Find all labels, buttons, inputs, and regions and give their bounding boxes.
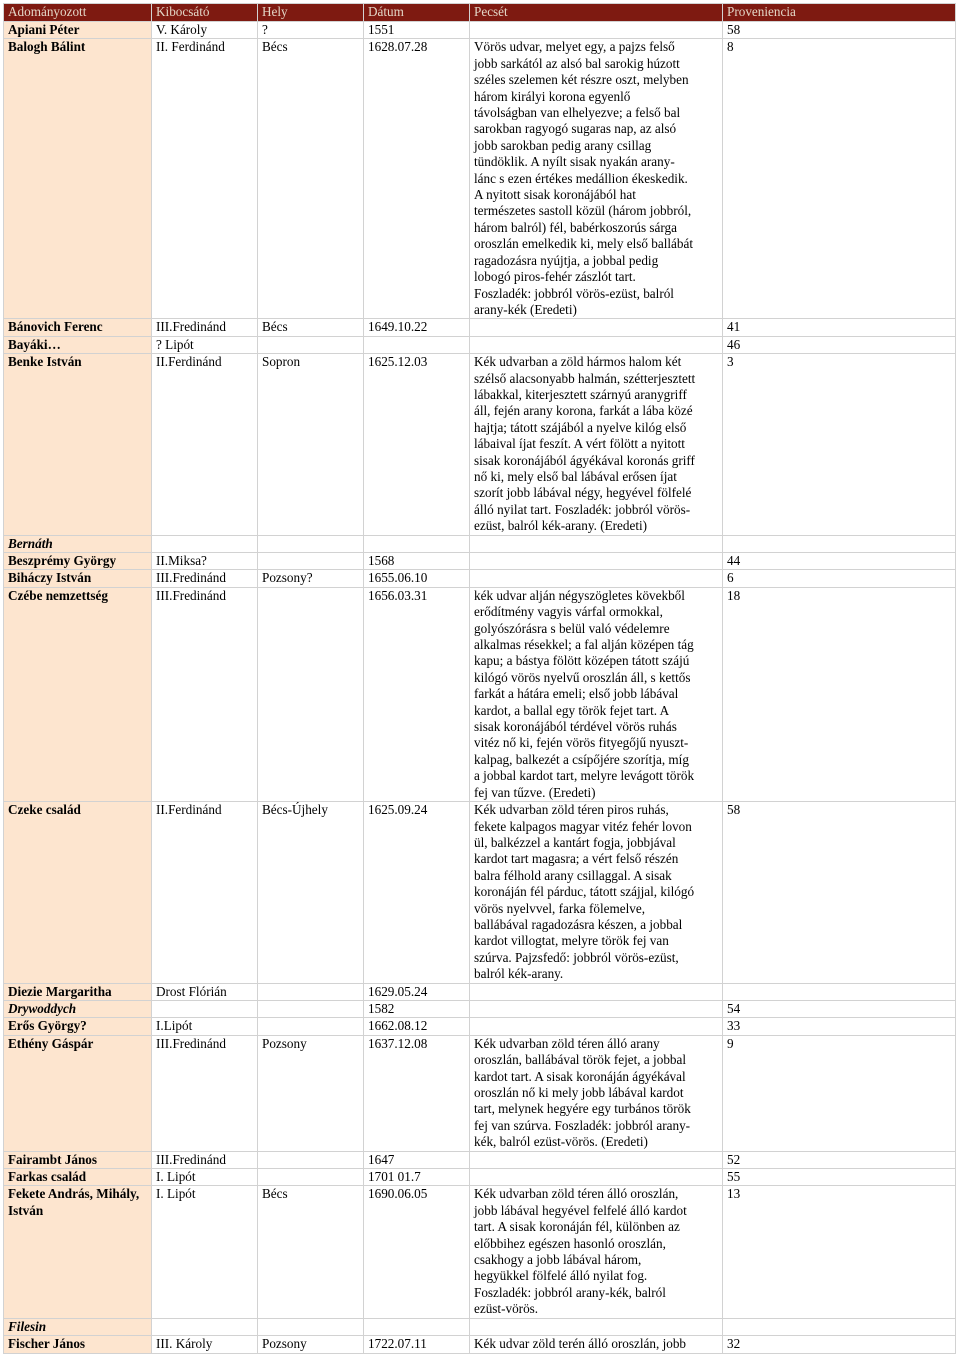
document-page xyxy=(3,3,955,1354)
seal-description-cell xyxy=(470,802,723,983)
seal-description-line: koronáján fél párduc, tátott szájjal, kilógó xyxy=(474,884,695,900)
seal-description-cell xyxy=(470,319,723,336)
seal-description-line: fej van tűzve. (Eredeti) xyxy=(474,784,596,800)
seal-description-line: kalpag, balkezét a csípőjére szorítja, míg xyxy=(474,751,689,767)
seal-description-line: szorít jobb lábával négy, hegyével fölfelé xyxy=(474,485,692,501)
seal-description-line: vörös nyelvvel, farka fölemelve, xyxy=(474,900,646,916)
seal-description-cell xyxy=(470,1151,723,1168)
table-row xyxy=(4,336,956,353)
header-hely: Hely xyxy=(258,4,364,22)
seal-description-line: természetes sastoll közül (három jobbról, xyxy=(474,203,692,219)
table-row xyxy=(4,319,956,336)
issuer-cell: III.Fredinánd xyxy=(152,570,258,587)
issuer-cell: II.Ferdinánd xyxy=(152,802,258,983)
table-row xyxy=(4,1336,956,1353)
table-row xyxy=(4,1035,956,1151)
date-cell: 1722.07.11 xyxy=(364,1336,470,1353)
date-cell: 1690.06.05 xyxy=(364,1186,470,1318)
date-cell: 1551 xyxy=(364,22,470,39)
header-row xyxy=(4,4,956,22)
provenance-cell xyxy=(723,983,956,1000)
place-cell xyxy=(258,983,364,1000)
issuer-cell: I. Lipót xyxy=(152,1186,258,1318)
seal-description-line: oroszlán nő ki mely jobb lábával kardot xyxy=(474,1085,684,1100)
seal-description-line: Foszladék: jobbról arany-kék, balról xyxy=(474,1284,666,1300)
issuer-cell: II.Miksa? xyxy=(152,553,258,570)
seal-description-line: jobb lábával hegyével felfelé álló kardot xyxy=(474,1202,687,1218)
place-cell xyxy=(258,1000,364,1017)
seal-description-line: alkalmas résekkel; a fal alján középen tág xyxy=(474,637,694,653)
table-row xyxy=(4,1186,956,1318)
seal-description-line: Kék udvarban zöld téren álló arany xyxy=(474,1035,660,1051)
seal-description-line: tündöklik. A nyílt sisak nyakán arany- xyxy=(474,154,675,170)
seal-description-line: Kék udvarban zöld téren álló oroszlán, xyxy=(474,1186,679,1202)
table-row xyxy=(4,354,956,535)
place-cell: Bécs xyxy=(258,1186,364,1318)
date-cell: 1662.08.12 xyxy=(364,1018,470,1035)
seal-description-line: oroszlán, ballábával török fejet, a jobbal xyxy=(474,1052,687,1068)
provenance-cell: 6 xyxy=(723,570,956,587)
place-cell: Bécs-Újhely xyxy=(258,802,364,983)
table-row xyxy=(4,1151,956,1168)
table-row xyxy=(4,1318,956,1335)
issuer-cell: III.Fredinánd xyxy=(152,1035,258,1151)
seal-description-line: ballábával ragadozásra készen, a jobbal xyxy=(474,916,683,932)
table-row xyxy=(4,570,956,587)
table-body xyxy=(4,22,956,1354)
seal-description-line: tart. A sisak koronáján fél, különben az xyxy=(474,1219,680,1235)
provenance-cell xyxy=(723,1318,956,1335)
issuer-cell: II. Ferdinánd xyxy=(152,39,258,319)
place-cell xyxy=(258,336,364,353)
provenance-cell: 41 xyxy=(723,319,956,336)
seal-description-cell xyxy=(470,1035,723,1151)
seal-description-cell xyxy=(470,587,723,801)
seal-description-line: ül, balkézzel a kantárt fogja, jobbjával xyxy=(474,834,676,850)
provenance-cell: 52 xyxy=(723,1151,956,1168)
date-cell: 1628.07.28 xyxy=(364,39,470,319)
seal-description-line: ragadozásra nyújtja, a jobbal pedig xyxy=(474,252,659,268)
date-cell: 1625.09.24 xyxy=(364,802,470,983)
seal-description-line: fej van szúrva. Foszladék: jobbról arany- xyxy=(474,1117,691,1133)
table-row xyxy=(4,1000,956,1017)
donee-cell: Fekete András, Mihály, István xyxy=(4,1186,152,1318)
place-cell: Sopron xyxy=(258,354,364,535)
seal-description-line: Kék udvarban zöld téren piros ruhás, xyxy=(474,802,669,818)
provenance-cell xyxy=(723,535,956,552)
table-row xyxy=(4,802,956,983)
table-row xyxy=(4,535,956,552)
seal-description-cell xyxy=(470,1318,723,1335)
donee-cell: Drywoddych xyxy=(4,1000,152,1017)
seal-description-line: kapu; a bástya fölött középen tátott szájú xyxy=(474,653,690,669)
table-row xyxy=(4,553,956,570)
seal-description-line: kék udvar alján négyszögletes kövekből xyxy=(474,587,685,603)
seal-description-cell xyxy=(470,553,723,570)
seal-description-cell xyxy=(470,983,723,1000)
seal-description-line: három balról) fél, babérkoszorús sárga xyxy=(474,219,677,235)
place-cell: Pozsony xyxy=(258,1336,364,1353)
table-row xyxy=(4,1018,956,1035)
provenance-cell: 3 xyxy=(723,354,956,535)
issuer-cell: ? Lipót xyxy=(152,336,258,353)
place-cell xyxy=(258,1151,364,1168)
header-datum: Dátum xyxy=(364,4,470,22)
seal-description-line: szúrva. Pajzsfedő: jobbról vörös-ezüst, xyxy=(474,949,679,965)
donee-cell: Bayáki… xyxy=(4,336,152,353)
seal-description-line: erődítmény vagyis várfal ormokkal, xyxy=(474,604,663,620)
seal-description-line: álló nyilat tart. Foszladék: jobbról vörös- xyxy=(474,501,691,517)
date-cell: 1701 01.7 xyxy=(364,1169,470,1186)
place-cell: Bécs xyxy=(258,319,364,336)
issuer-cell xyxy=(152,535,258,552)
issuer-cell xyxy=(152,1000,258,1017)
date-cell: 1568 xyxy=(364,553,470,570)
seal-description-line: Kék udvarban a zöld hármos halom két xyxy=(474,354,682,370)
provenance-cell: 46 xyxy=(723,336,956,353)
date-cell: 1656.03.31 xyxy=(364,587,470,801)
seal-description-line: balra félhold arany csillaggal. A sisak xyxy=(474,867,672,883)
provenance-cell: 58 xyxy=(723,802,956,983)
seal-description-line: kardot tart. A sisak koronáján ágyékával xyxy=(474,1068,686,1084)
seal-description-line: A nyitott sisak koronájából hat xyxy=(474,187,636,203)
seal-description-line: a jobbal kardot tart, melyre levágott török xyxy=(474,768,695,784)
place-cell: ? xyxy=(258,22,364,39)
donee-cell: Benke István xyxy=(4,354,152,535)
donee-cell: Fischer János xyxy=(4,1336,152,1353)
seal-description-cell xyxy=(470,22,723,39)
seal-description-line: sarokban ragyogó sugaras nap, az alsó xyxy=(474,121,677,137)
date-cell: 1582 xyxy=(364,1000,470,1017)
seal-description-line: előbbihez egészen hasonló oroszlán, xyxy=(474,1235,666,1251)
table-row xyxy=(4,39,956,319)
date-cell xyxy=(364,1318,470,1335)
donee-cell: Bernáth xyxy=(4,535,152,552)
place-cell xyxy=(258,535,364,552)
provenance-cell: 18 xyxy=(723,587,956,801)
seal-description-cell xyxy=(470,1169,723,1186)
seal-description-line: csakhogy a jobb lábával három, xyxy=(474,1252,642,1268)
table-row xyxy=(4,983,956,1000)
seal-description-line: arany-kék (Eredeti) xyxy=(474,301,577,317)
seal-description-line: fekete kalpagos magyar vitéz fehér lovon xyxy=(474,818,692,834)
donee-cell: Beszprémy György xyxy=(4,553,152,570)
issuer-cell: I.Lipót xyxy=(152,1018,258,1035)
seal-description-line: Kék udvar zöld terén álló oroszlán, jobb xyxy=(474,1336,687,1352)
seal-description-cell xyxy=(470,1186,723,1318)
issuer-cell: III.Fredinánd xyxy=(152,587,258,801)
seal-description-line: sisak koronájából ágyékával koronás griff xyxy=(474,452,695,468)
date-cell xyxy=(364,336,470,353)
seal-description-line: kardot, a ballal egy török fejet tart. A xyxy=(474,702,670,718)
seal-description-cell xyxy=(470,1336,723,1353)
provenance-cell: 58 xyxy=(723,22,956,39)
donee-cell: Fairambt János xyxy=(4,1151,152,1168)
donee-cell: Filesin xyxy=(4,1318,152,1335)
provenance-cell: 9 xyxy=(723,1035,956,1151)
header-adomanyozott: Adományozott xyxy=(4,4,152,22)
seal-description-line: jobb sarkától az alsó bal sarokig húzott xyxy=(474,55,680,71)
seal-description-cell xyxy=(470,535,723,552)
provenance-cell: 32 xyxy=(723,1336,956,1353)
seal-description-line: golyószórásra s belül való védelemre xyxy=(474,620,670,636)
seal-description-line: kilógó vörös nyelvű oroszlán áll, s kettős xyxy=(474,669,691,685)
donee-cell: Diezie Margaritha xyxy=(4,983,152,1000)
seal-description-line: jobb sarokban pedig arany csillag xyxy=(474,137,652,153)
provenance-cell: 8 xyxy=(723,39,956,319)
provenance-cell: 54 xyxy=(723,1000,956,1017)
seal-description-cell xyxy=(470,336,723,353)
seal-description-cell xyxy=(470,39,723,319)
provenance-cell: 33 xyxy=(723,1018,956,1035)
seal-description-line: kardot villogtat, melyre török fej van xyxy=(474,933,669,949)
seal-description-line: ezüst, balról kék-arany. (Eredeti) xyxy=(474,518,648,534)
place-cell: Bécs xyxy=(258,39,364,319)
place-cell xyxy=(258,1318,364,1335)
provenance-cell: 13 xyxy=(723,1186,956,1318)
donee-cell: Balogh Bálint xyxy=(4,39,152,319)
seal-description-line: három királyi korona egyenlő xyxy=(474,88,631,104)
seal-description-line: balról kék-arany. xyxy=(474,966,564,982)
donee-cell: Bánovich Ferenc xyxy=(4,319,152,336)
provenance-cell: 55 xyxy=(723,1169,956,1186)
date-cell xyxy=(364,535,470,552)
date-cell: 1647 xyxy=(364,1151,470,1168)
seal-description-line: vitéz nő ki, fején vörös fityegőjű nyuszt- xyxy=(474,735,689,751)
date-cell: 1637.12.08 xyxy=(364,1035,470,1151)
seal-description-line: Vörös udvar, melyet egy, a pajzs felső xyxy=(474,39,675,55)
seal-description-line: kardot tart magasra; a vért felső részén xyxy=(474,851,679,867)
donee-cell: Czeke család xyxy=(4,802,152,983)
seal-description-cell xyxy=(470,354,723,535)
place-cell xyxy=(258,587,364,801)
issuer-cell: II.Ferdinánd xyxy=(152,354,258,535)
header-pecset: Pecsét xyxy=(470,4,723,22)
table-row xyxy=(4,22,956,39)
seal-description-line: lobogó piros-fehér zászlót tart. xyxy=(474,269,636,285)
donee-cell: Farkas család xyxy=(4,1169,152,1186)
seal-description-cell xyxy=(470,1018,723,1035)
seal-description-line: kék, balról ezüst-vörös. (Eredeti) xyxy=(474,1134,648,1150)
header-proveniencia: Proveniencia xyxy=(723,4,956,22)
date-cell: 1625.12.03 xyxy=(364,354,470,535)
seal-description-line: szélső alacsonyabb halmán, szétterjesztett xyxy=(474,370,696,386)
provenance-cell: 44 xyxy=(723,553,956,570)
seal-description-line: széles szelemen két részre oszt, melyben xyxy=(474,72,689,88)
place-cell xyxy=(258,553,364,570)
seal-description-line: tart, melynek hegyére egy turbános török xyxy=(474,1101,691,1117)
place-cell xyxy=(258,1018,364,1035)
donee-cell: Biháczy István xyxy=(4,570,152,587)
issuer-cell xyxy=(152,1318,258,1335)
seal-description-line: hajtja; tátott szájából a nyelve kilóg első xyxy=(474,419,687,435)
donee-cell: Erős György? xyxy=(4,1018,152,1035)
seal-description-line: oroszlán emelkedik ki, mely első ballábát xyxy=(474,236,693,252)
seal-description-cell xyxy=(470,1000,723,1017)
seal-description-line: Foszladék: jobbról vörös-ezüst, balról xyxy=(474,285,674,301)
seal-description-cell xyxy=(470,570,723,587)
seal-description-line: ezüst-vörös. xyxy=(474,1301,539,1317)
issuer-cell: III.Fredinánd xyxy=(152,1151,258,1168)
heraldry-table xyxy=(3,3,956,1354)
place-cell: Pozsony? xyxy=(258,570,364,587)
issuer-cell: III.Fredinánd xyxy=(152,319,258,336)
date-cell: 1649.10.22 xyxy=(364,319,470,336)
issuer-cell: Drost Flórián xyxy=(152,983,258,1000)
donee-cell: Apiani Péter xyxy=(4,22,152,39)
place-cell: Pozsony xyxy=(258,1035,364,1151)
table-row xyxy=(4,1169,956,1186)
donee-cell: Ethény Gáspár xyxy=(4,1035,152,1151)
seal-description-line: sisak koronájából térdével vörös ruhás xyxy=(474,719,677,735)
seal-description-line: nő ki, mely első bal lábával erősen íjat xyxy=(474,468,677,484)
table-row xyxy=(4,587,956,801)
seal-description-line: lánc s ezen értékes medállion ékeskedik. xyxy=(474,170,688,186)
issuer-cell: III. Károly xyxy=(152,1336,258,1353)
issuer-cell: V. Károly xyxy=(152,22,258,39)
seal-description-line: lábaival íjat feszít. A vért fölött a nyitott xyxy=(474,436,685,452)
date-cell: 1629.05.24 xyxy=(364,983,470,1000)
seal-description-line: hegyükkel fölfelé álló nyilat fog. xyxy=(474,1268,648,1284)
date-cell: 1655.06.10 xyxy=(364,570,470,587)
header-kibocsato: Kibocsátó xyxy=(152,4,258,22)
seal-description-line: lábakkal, kiterjesztett szárnyú aranygriff xyxy=(474,386,687,402)
issuer-cell: I. Lipót xyxy=(152,1169,258,1186)
donee-cell: Czébe nemzettség xyxy=(4,587,152,801)
place-cell xyxy=(258,1169,364,1186)
seal-description-line: áll, fején arany korona, farkát a lába közé xyxy=(474,403,693,419)
seal-description-line: farkát a hátára emeli; első jobb lábával xyxy=(474,686,679,702)
seal-description-line: távolságban van elhelyezve; a felső bal xyxy=(474,105,681,121)
